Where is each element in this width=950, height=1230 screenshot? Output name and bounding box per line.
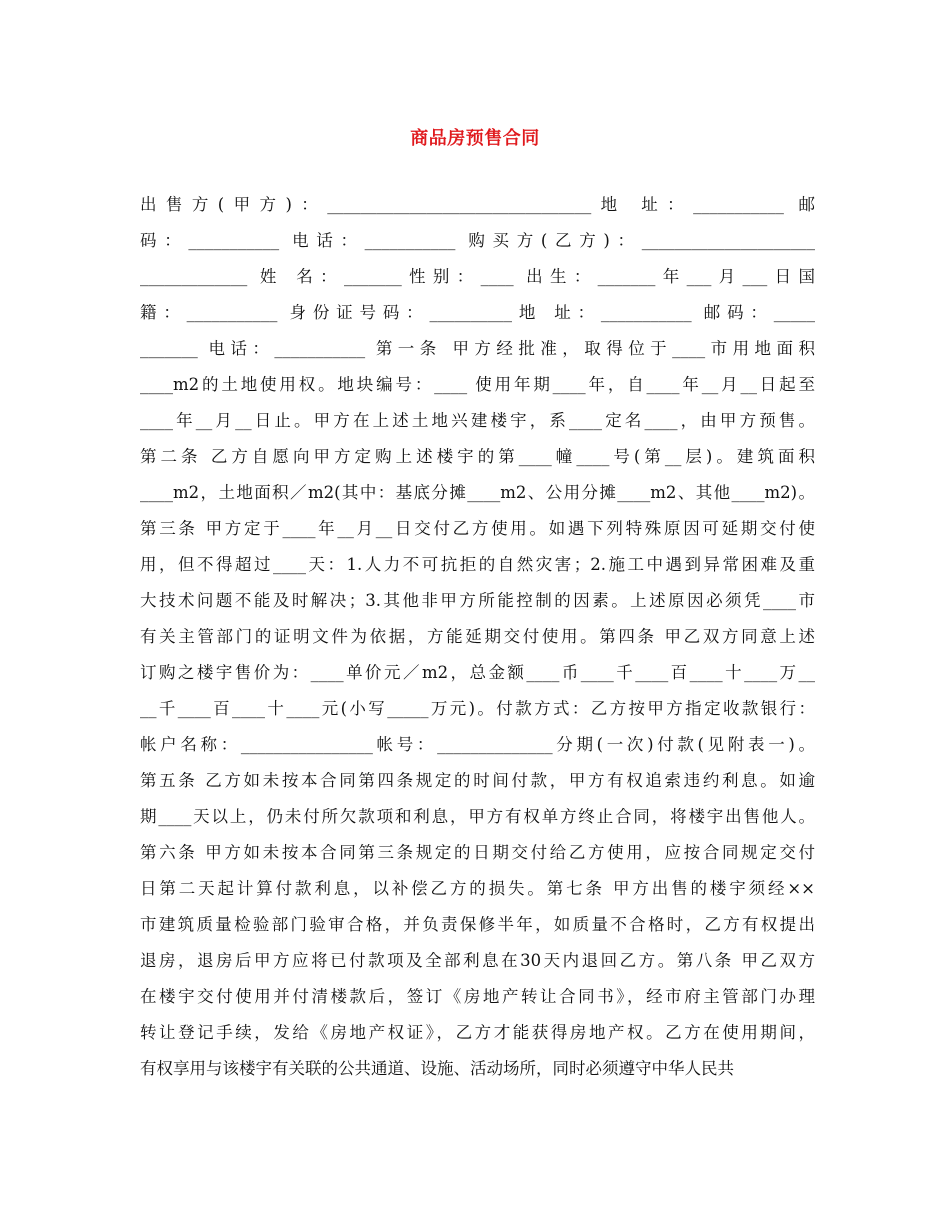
contract-line: 转让登记手续，发给《房地产权证》，乙方才能获得房地产权。乙方在使用期间，: [140, 1023, 815, 1042]
contract-line: __千____百____十____元(小写_____万元)。付款方式：乙方按甲方指定收款银行：: [140, 699, 815, 718]
contract-line: ____m2的土地使用权。地块编号：____ 使用年期____年，自____年__月__日起至: [140, 375, 815, 394]
contract-line: 在楼宇交付使用并付清楼款后，签订《房地产转让合同书》，经市府主管部门办理: [140, 987, 815, 1006]
contract-line: 订购之楼宇售价为：____单价元／m2，总金额____币____千____百____十____万__: [140, 663, 815, 682]
contract-line: 第六条 甲方如未按本合同第三条规定的日期交付给乙方使用，应按合同规定交付: [140, 843, 815, 862]
contract-line: 码：___________ 电话：___________ 购买方(乙方)：_____________________: [140, 231, 815, 250]
contract-line: 有权享用与该楼宇有关联的公共通道、设施、活动场所，同时必须遵守中华人民共: [140, 1059, 734, 1078]
contract-line: _____________ 姓 名：_______性别：____ 出生：_______年___月___日国: [140, 267, 815, 286]
contract-line: ____年__月__日止。甲方在上述土地兴建楼宇，系____定名____，由甲方预售。: [140, 411, 815, 430]
contract-line: 第三条 甲方定于____年__月__日交付乙方使用。如遇下列特殊原因可延期交付使: [140, 519, 815, 538]
contract-line: 市建筑质量检验部门验审合格，并负责保修半年，如质量不合格时，乙方有权提出: [140, 915, 815, 934]
contract-line: 期____天以上，仍未付所欠款项和利息，甲方有权单方终止合同，将楼宇出售他人。: [140, 807, 815, 826]
contract-line: 日第二天起计算付款利息，以补偿乙方的损失。第七条 甲方出售的楼宇须经××: [140, 879, 815, 898]
document-title: 商品房预售合同: [410, 128, 540, 149]
contract-line: 帐户名称：________________帐号：______________分期(一次)付款(见附表一)。: [140, 735, 815, 754]
contract-line: 出售方(甲方)：________________________________地 址：___________ 邮: [140, 195, 815, 214]
contract-line: 用，但不得超过____天：1.人力不可抗拒的自然灾害；2.施工中遇到异常困难及重: [140, 555, 815, 574]
contract-line: 大技术问题不能及时解决；3.其他非甲方所能控制的因素。上述原因必须凭____市: [140, 591, 815, 610]
contract-line: ____m2，土地面积／m2(其中：基底分摊____m2、公用分摊____m2、其他____m2)。: [140, 483, 815, 502]
contract-line: 有关主管部门的证明文件为依据，方能延期交付使用。第四条 甲乙双方同意上述: [140, 627, 815, 646]
contract-line: 第二条 乙方自愿向甲方定购上述楼宇的第____幢____号(第__层)。建筑面积: [140, 447, 815, 466]
contract-line: 第五条 乙方如未按本合同第四条规定的时间付款，甲方有权追索违约利息。如逾: [140, 771, 815, 790]
contract-line: _______ 电话：___________ 第一条 甲方经批准，取得位于____市用地面积: [140, 339, 815, 358]
contract-line: 籍：___________ 身份证号码：__________地 址：___________ 邮码：_____: [140, 303, 815, 322]
contract-line: 退房，退房后甲方应将已付款项及全部利息在30天内退回乙方。第八条 甲乙双方: [140, 951, 815, 970]
